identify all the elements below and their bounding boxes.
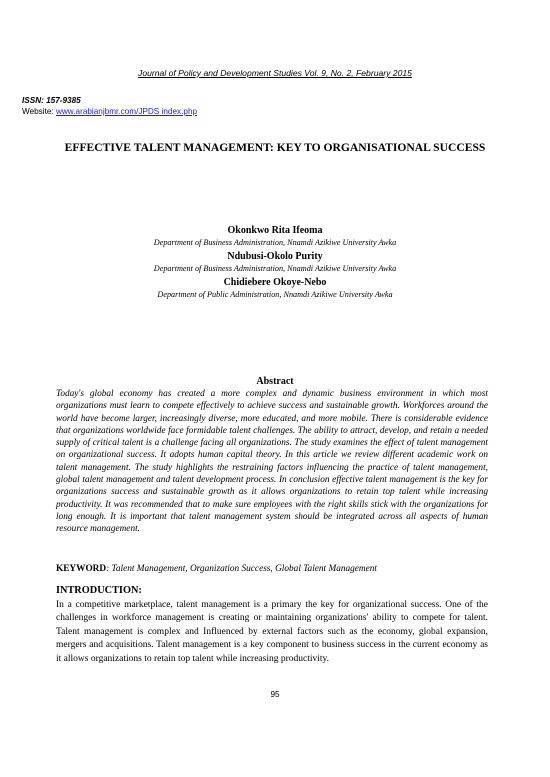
page-number: 95: [270, 690, 280, 699]
abstract-heading: Abstract: [256, 376, 294, 387]
website-link[interactable]: www.arabianjbmr.com/JPDS index.php: [55, 107, 198, 116]
author-affiliation: Department of Business Administration, Nnamdi Azikiwe University Awka: [153, 264, 397, 273]
author-block: [0, 224, 550, 302]
website-line: [22, 107, 197, 116]
issn-line: ISSN: 157-9385: [22, 96, 81, 105]
author-affiliation: Department of Business Administration, Nnamdi Azikiwe University Awka: [153, 238, 397, 247]
website-label: Website:: [22, 107, 56, 116]
abstract-body: Today's global economy has created a more complex and dynamic business environment in which most organizations must learn to compete effectively to achieve success and sustainable growth. Workforces around the world have become larger, increasingly diverse, more educated, and more mobile. There is considerable evidence that organizations worldwide face formidable talent challenges. The ability to attract, develop, and retain a needed supply of critical talent is a challenge facing all organizations. The study examines the effect of talent management on organizational success. It adopts human capital theory. In this article we review different academic work on talent management. The study highlights the restraining factors influencing the practice of talent management, global talent management and talent development process. In conclusion effective talent management is the key for organizations success and sustainable growth as it allows organizations to retain top talent while increasing productivity. It was recommended that to make sure employees with the right skills stick with the organizations for long enough. It is important that talent management system should be integrated across all aspects of human resource management.: [56, 389, 488, 535]
journal-header[interactable]: Journal of Policy and Development Studies Vol. 9, No. 2, February 2015: [138, 68, 412, 78]
introduction-body: In a competitive marketplace, talent management is a primary the key for organizational success. One of the challenges in workforce management is creating or maintaining organizations' ability to compete for talent. Talent management is complex and Influenced by external factors such as the economy, global expansion, mergers and acquisitions. Talent management is a key component to business success in the current economy as it allows organizations to retain top talent while increasing productivity.: [56, 600, 488, 664]
author-name: Ndubusi-Okolo Purity: [227, 251, 323, 262]
author-affiliation: Department of Public Administration, Nnamdi Azikiwe University Awka: [157, 290, 393, 299]
keywords-label: KEYWORD: [56, 564, 107, 574]
keywords-line: [56, 563, 496, 575]
introduction-heading: INTRODUCTION:: [56, 585, 142, 596]
keywords-text: : Talent Management, Organization Success, Global Talent Management: [106, 564, 377, 574]
paper-title: EFFECTIVE TALENT MANAGEMENT: KEY TO ORGANISATIONAL SUCCESS: [64, 141, 486, 154]
author-name: Okonkwo Rita Ifeoma: [227, 225, 323, 236]
author-name: Chidiebere Okoye-Nebo: [223, 277, 327, 288]
